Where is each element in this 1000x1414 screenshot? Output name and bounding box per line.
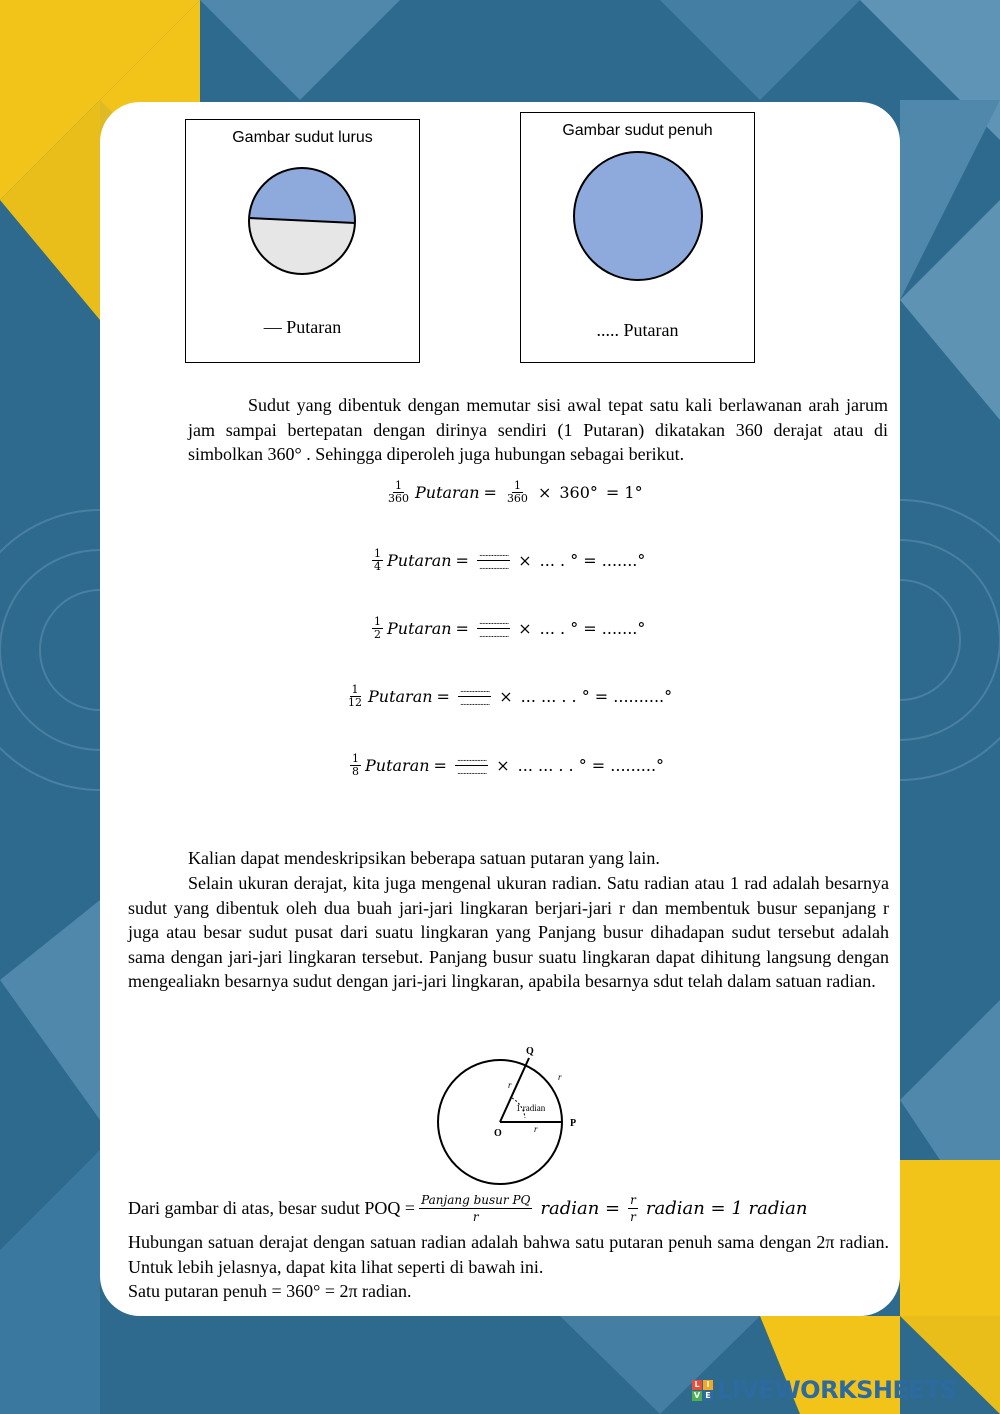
- paragraph-full-rotation: [188, 393, 888, 467]
- diagram-label-o: O: [494, 1128, 502, 1139]
- diagram-label-r-radius-op: r: [534, 1124, 538, 1134]
- straight-angle-caption: — Putaran: [263, 317, 342, 337]
- straight-angle-box: [185, 119, 420, 363]
- liveworksheets-logo-text: LIVEWORKSHEETS: [717, 1376, 957, 1404]
- full-angle-caption: ..... Putaran: [596, 320, 679, 340]
- paragraph-full-rotation-equals: Satu putaran penuh = 360° = 2π radian.: [128, 1281, 412, 1301]
- equation-1-360: $\frac{1}{360}$ Putaran = $\frac{1}{360}$ × 360° = 1°: [388, 479, 643, 505]
- equation-half-blank-value[interactable]: ... . ° = .......°: [539, 619, 646, 638]
- diagram-label-r-arc: r: [558, 1072, 562, 1082]
- straight-angle-circle: [247, 159, 357, 289]
- paragraph-degree-radian-relation: Hubungan satuan derajat dengan satuan radian adalah bahwa satu putaran penuh sama dengan 2π radian. Untuk lebih jelasnya, dapat kita lihat seperti di bawah ini. Satu putaran penuh = 360° = 2π radian.: [128, 1230, 889, 1304]
- paragraph-full-rotation-text: Sudut yang dibentuk dengan memutar sisi awal tepat satu kali berlawanan arah jarum jam sampai bertepatan dengan dirinya sendiri (1 Putaran) dikatakan 360 derajat atau di simbolkan 360° . Sehingga diperoleh juga hubungan sebagai berikut.: [188, 395, 888, 464]
- formula-arc-fraction: $\frac{\text{Panjang busur PQ}}{r}$: [421, 1193, 531, 1224]
- formula-r-over-r: $\frac{r}{r}$: [630, 1193, 636, 1224]
- formula-prefix: Dari gambar di atas, besar sudut POQ =: [128, 1198, 416, 1218]
- equation-eighth[interactable]: $\frac{1}{8}$ Putaran = $\frac{...................}{...................}$ × ... ... . . ° = .........°: [352, 752, 665, 778]
- full-angle-title: Gambar sudut penuh: [562, 122, 713, 139]
- radian-diagram: [430, 1040, 590, 1190]
- diagram-label-q: Q: [526, 1046, 534, 1057]
- liveworksheets-logo-mark: L I V E: [692, 1380, 713, 1401]
- equation-twelfth-blank-fraction[interactable]: $\frac{...................}{...................}$: [459, 685, 490, 707]
- equation-eighth-blank-value[interactable]: ... ... . . ° = .........°: [517, 756, 665, 775]
- full-angle-circle: [571, 149, 705, 283]
- equation-half[interactable]: $\frac{1}{2}$ Putaran = $\frac{...................}{...................}$ × ... . ° = .......°: [374, 615, 646, 641]
- diagram-label-p: P: [570, 1118, 577, 1129]
- equation-quarter[interactable]: $\frac{1}{4}$ Putaran = $\frac{...................}{...................}$ × ... . ° = .......°: [374, 547, 646, 573]
- diagram-label-angle: 1 radian: [516, 1103, 546, 1113]
- equation-quarter-blank-fraction[interactable]: $\frac{...................}{...................}$: [478, 549, 509, 571]
- diagram-label-r-radius-oq: r: [508, 1080, 512, 1090]
- equation-1-rhs-fraction: $\frac{1}{360}$: [506, 479, 528, 505]
- paragraph-other-units: Kalian dapat mendeskripsikan beberapa satuan putaran yang lain.: [188, 848, 660, 868]
- equation-quarter-blank-value[interactable]: ... . ° = .......°: [539, 551, 646, 570]
- liveworksheets-logo: [692, 1376, 957, 1404]
- straight-angle-title: Gambar sudut lurus: [232, 129, 373, 146]
- equation-half-blank-fraction[interactable]: $\frac{...................}{...................}$: [478, 617, 509, 639]
- formula-poq: Dari gambar di atas, besar sudut POQ = $\frac{\text{Panjang busur PQ}}{r}$ radian = $\frac{r}{r}$ radian = 1 radian: [128, 1193, 808, 1224]
- equation-twelfth-blank-value[interactable]: ... ... . . ° = ..........°: [520, 687, 673, 706]
- equation-twelfth[interactable]: $\frac{1}{12}$ Putaran = $\frac{...................}{...................}$ × ... ... . . ° = ..........°: [348, 683, 673, 709]
- equation-1-lhs-fraction: $\frac{1}{360}$: [388, 479, 409, 505]
- paragraph-radian-definition: Selain ukuran derajat, kita juga mengenal ukuran radian. Satu radian atau 1 rad adalah besarnya sudut yang dibentuk oleh dua buah jari-jari lingkaran berjari-jari r dan membentuk busur sepanjang r juga atau besar sudut pusat dari suatu lingkaran yang Panjang busur dihadapan sudut tersebut adalah sama dengan jari-jari lingkaran tersebut. Panjang busur suatu lingkaran dapat dihitung langsung dengan mengealiakn besarnya sudut dengan jari-jari lingkaran, apabila besarnya sdut telah dalam satuan radian.: [128, 873, 889, 991]
- equation-eighth-blank-fraction[interactable]: $\frac{...................}{...................}$: [456, 754, 487, 776]
- full-angle-box: [520, 112, 755, 363]
